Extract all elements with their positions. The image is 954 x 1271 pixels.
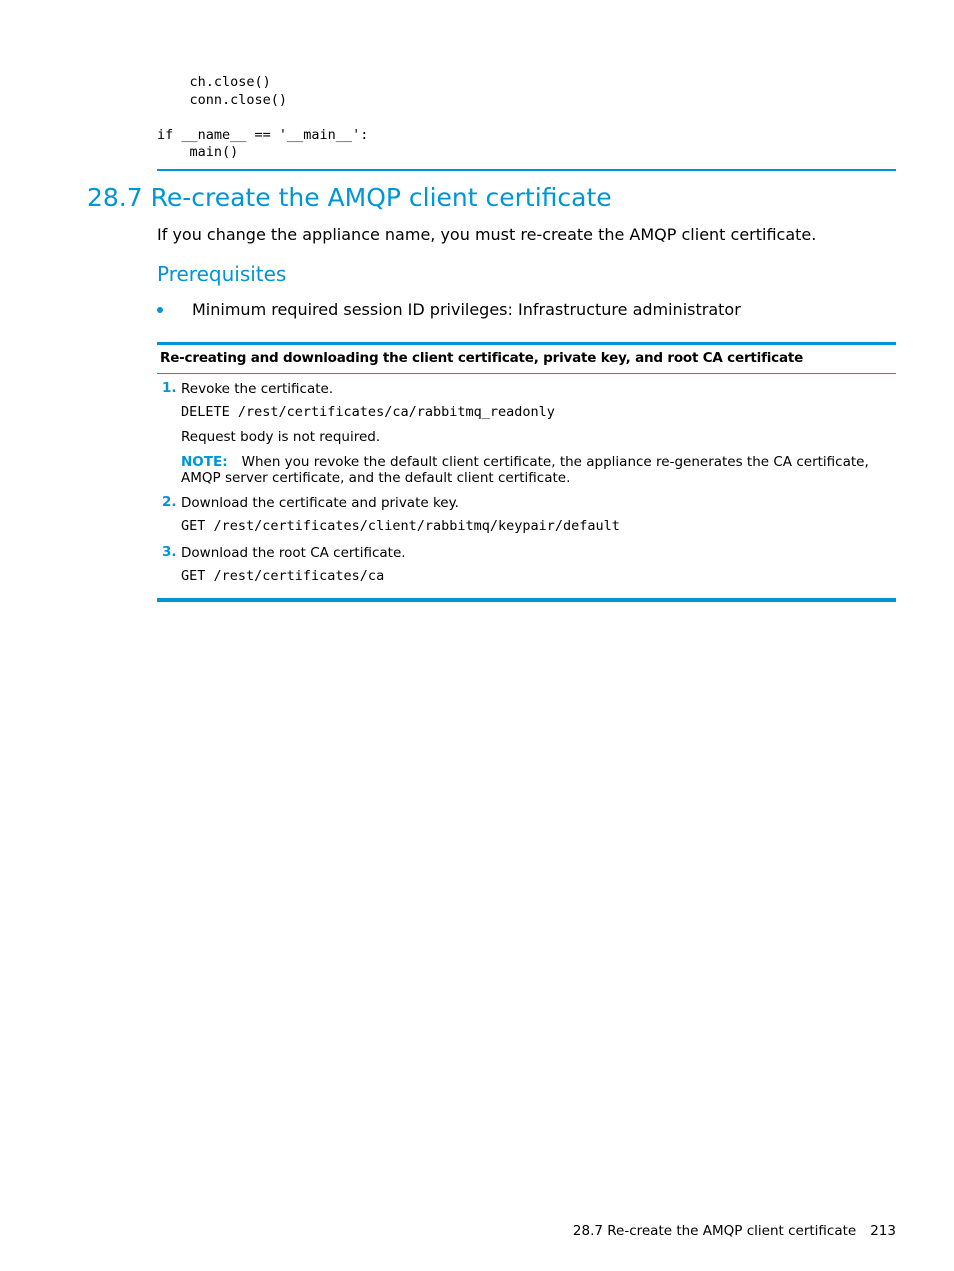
code-snippet (157, 74, 368, 162)
step-number: 2. (162, 494, 177, 510)
code-line: conn.close() (157, 91, 288, 108)
note-label: NOTE: (181, 453, 228, 470)
procedure-step (162, 544, 896, 584)
bullet-icon (157, 307, 163, 313)
footer-title: 28.7 Re-create the AMQP client certificate (572, 1223, 857, 1239)
procedure-title: Re-creating and downloading the client certificate, private key, and root CA certificate (160, 350, 804, 366)
list-item (157, 300, 741, 319)
prerequisites-list (157, 300, 741, 319)
code-line: if __name__ == '__main__': (157, 126, 369, 143)
step-text: Revoke the certificate. (181, 381, 334, 397)
page-footer (573, 1223, 896, 1239)
code-line: ch.close() (157, 74, 271, 90)
procedure-top-rule (157, 342, 896, 345)
prerequisites-heading: Prerequisites (157, 262, 287, 286)
step-code: GET /rest/certificates/ca (181, 568, 385, 584)
step-text: Download the root CA certificate. (181, 545, 406, 561)
procedure-step (162, 494, 896, 544)
procedure-title-rule (157, 373, 896, 374)
procedure-bottom-rule (157, 598, 896, 602)
code-line: main() (157, 144, 239, 160)
step-text: Download the certificate and private key. (181, 495, 459, 511)
page-number: 213 (870, 1223, 896, 1239)
step-detail: Request body is not required. (181, 428, 381, 445)
code-line (157, 109, 368, 127)
note (181, 454, 896, 486)
section-heading: 28.7 Re-create the AMQP client certificate (87, 183, 612, 212)
list-item-text: Minimum required session ID privileges: Infrastructure administrator (192, 300, 741, 319)
section-divider (157, 169, 896, 171)
step-code: GET /rest/certificates/client/rabbitmq/keypair/default (181, 518, 620, 534)
step-code: DELETE /rest/certificates/ca/rabbitmq_readonly (181, 404, 555, 420)
intro-paragraph: If you change the appliance name, you must re-create the AMQP client certificate. (157, 225, 817, 244)
note-text: When you revoke the default client certificate, the appliance re-generates the CA certificate, AMQP server certificate, and the default client certificate. (181, 453, 869, 486)
procedure-step (162, 380, 896, 494)
procedure-steps (162, 380, 896, 584)
step-number: 3. (162, 544, 177, 560)
step-number: 1. (162, 380, 177, 396)
